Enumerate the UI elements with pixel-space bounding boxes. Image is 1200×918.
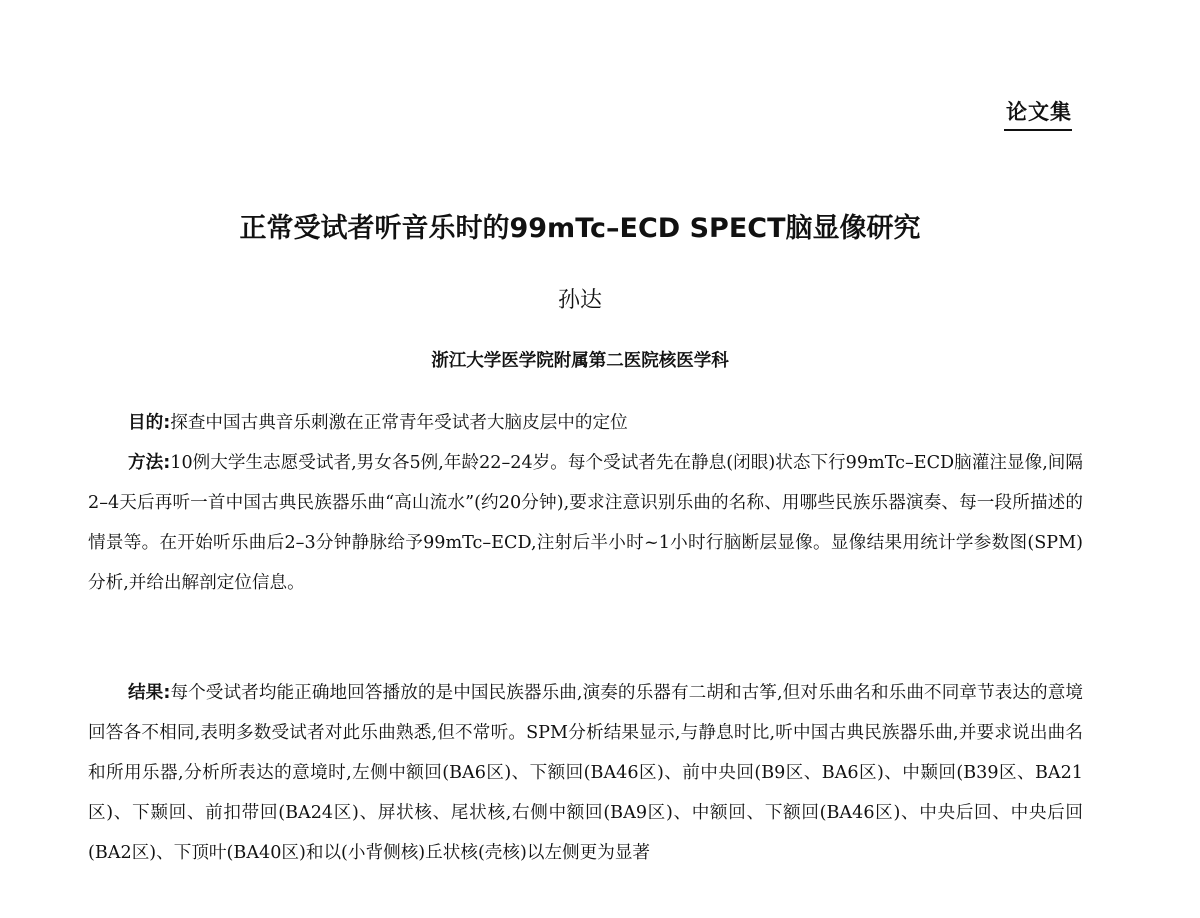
objective-label: 目的: (128, 413, 171, 433)
result-text: 每个受试者均能正确地回答播放的是中国民族器乐曲,演奏的乐器有二胡和古筝,但对乐曲名和乐曲不同章节表达的意境回答各不相同,表明多数受试者对此乐曲熟悉,但不常听。SPM分析结果显示,与静息时比,听中国古典民族器乐曲,并要求说出曲名和所用乐器,分析所表达的意境时,左侧中额回(BA6区)、下额回(BA46区)、前中央回(B9区、BA6区)、中颞回(B39区、BA21区)、下颞回、前扣带回(BA24区)、屏状核、尾状核,右侧中额回(BA9区)、中额回、下额回(BA46区)、中央后回、中央后回(BA2区)、下顶叶(BA40区)和以(小背侧核)丘状核(壳核)以左侧更为显著 (88, 683, 1083, 863)
result-paragraph (88, 673, 1083, 873)
section-label: 论文集 (1006, 100, 1072, 124)
paper-title: 正常受试者听音乐时的99mTc–ECD SPECT脑显像研究 (239, 213, 921, 244)
section-underline (1004, 129, 1072, 131)
objective-text: 探查中国古典音乐刺激在正常青年受试者大脑皮层中的定位 (170, 413, 628, 433)
method-label: 方法: (128, 453, 171, 473)
objective-paragraph (128, 403, 1083, 443)
paper-affiliation: 浙江大学医学院附属第二医院核医学科 (431, 351, 729, 371)
paper-author: 孙达 (557, 288, 602, 313)
method-paragraph (88, 443, 1083, 603)
method-text: 10例大学生志愿受试者,男女各5例,年龄22–24岁。每个受试者先在静息(闭眼)状态下行99mTc–ECD脑灌注显像,间隔2–4天后再听一首中国古典民族器乐曲“高山流水”(约20分钟),要求注意识别乐曲的名称、用哪些民族乐器演奏、每一段所描述的情景等。在开始听乐曲后2–3分钟静脉给予99mTc–ECD,注射后半小时~1小时行脑断层显像。显像结果用统计学参数图(SPM)分析,并给出解剖定位信息。 (88, 453, 1083, 593)
result-label: 结果: (128, 683, 171, 703)
